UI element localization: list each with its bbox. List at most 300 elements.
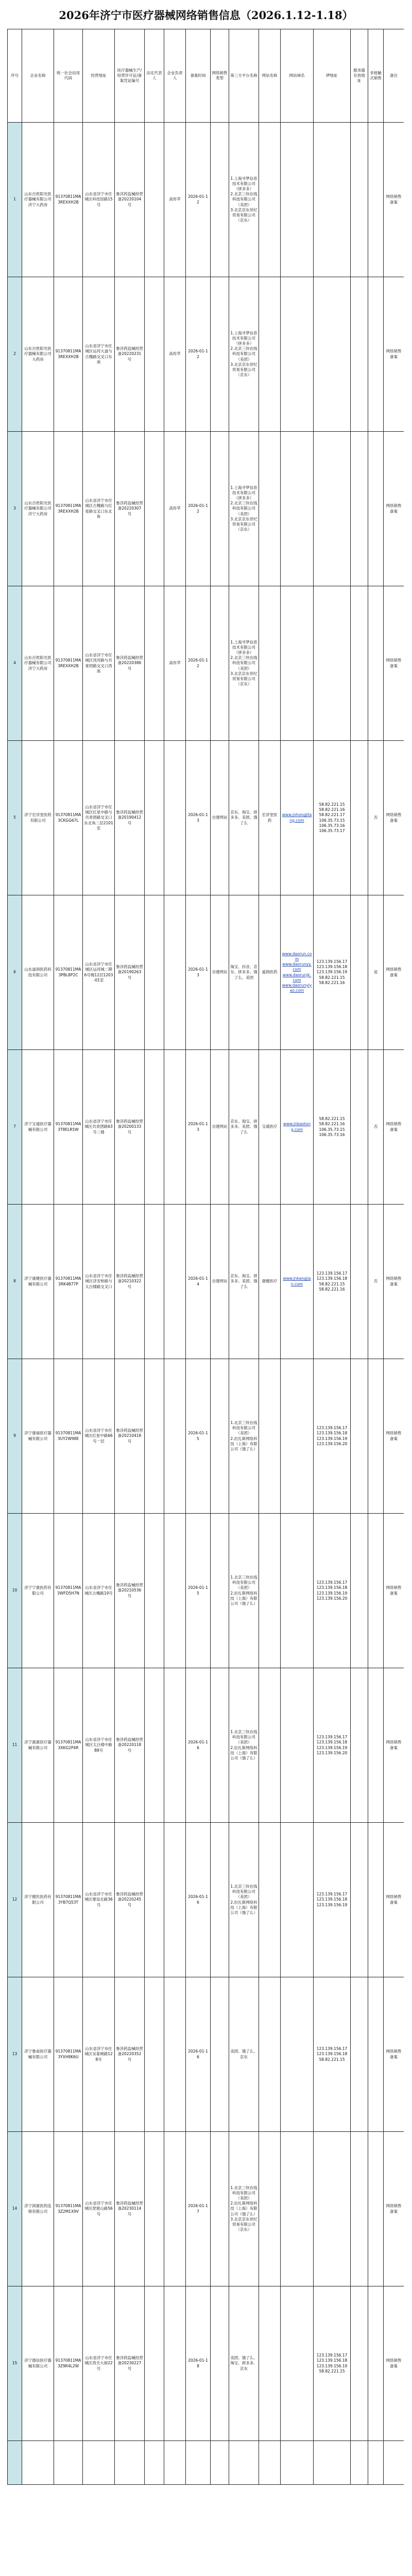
remark-cell bbox=[384, 432, 404, 586]
platform-name-cell bbox=[229, 2286, 259, 2441]
contactless-sales-text: 否 bbox=[373, 1124, 378, 1129]
row-number-text: 3 bbox=[13, 506, 16, 511]
website-name-cell bbox=[259, 277, 281, 432]
contactless-sales-cell bbox=[368, 1205, 384, 1359]
company-name-cell bbox=[22, 1977, 54, 2132]
row-number-cell bbox=[8, 1514, 22, 1668]
business-address-text: 山东省济宁市任城区太白楼中路88号 bbox=[85, 1737, 112, 1753]
row-number-text: 14 bbox=[12, 2206, 18, 2211]
filing-date-text: 2026-01-15 bbox=[188, 1585, 208, 1596]
ip-address-text: 123.139.156.17 123.139.156.18 123.139.156.19 bbox=[316, 1892, 348, 1907]
license-number-text: 鲁济药监械经营备20190263号 bbox=[116, 964, 143, 980]
credit-code-cell bbox=[54, 1514, 83, 1668]
remark-text: 网络销售备案 bbox=[386, 1585, 402, 1596]
license-number-cell bbox=[115, 1205, 145, 1359]
contactless-sales-cell bbox=[368, 1668, 384, 1823]
remark-cell bbox=[384, 1977, 404, 2132]
filing-date-cell bbox=[186, 1050, 211, 1205]
server-location-cell bbox=[351, 2132, 368, 2286]
platform-name-text: 1.北京三快在线科技有限公司（美团） 2.拉扎斯网络科技（上海）有限公司（饿了么） bbox=[230, 1884, 258, 1915]
contactless-sales-text: 是 bbox=[373, 970, 378, 975]
license-number-text: 鲁济药监械经营备20220352号 bbox=[116, 2046, 143, 2062]
contactless-sales-cell bbox=[368, 2132, 384, 2286]
website-domain-cell bbox=[281, 741, 314, 895]
company-name-text: 济宁康健医疗器械有限公司 bbox=[24, 1276, 52, 1286]
header-cell: 经营地址 bbox=[83, 29, 115, 123]
filing-date-text: 2026-01-13 bbox=[188, 812, 208, 823]
license-number-cell bbox=[115, 1050, 145, 1205]
legal-rep-cell bbox=[145, 1050, 164, 1205]
company-name-text: 山东道润医药科技有限公司 bbox=[24, 967, 52, 977]
business-address-cell bbox=[83, 1050, 115, 1205]
filing-date-cell bbox=[186, 741, 211, 895]
credit-code-text: 91370811MA3Z2M1X9V bbox=[55, 2204, 81, 2214]
manager-text: 高传苹 bbox=[169, 197, 181, 202]
website-name-cell bbox=[259, 586, 281, 741]
license-number-cell bbox=[115, 895, 145, 1050]
row-number-cell bbox=[8, 895, 22, 1050]
header-cell: 网站域名 bbox=[281, 29, 314, 123]
empty-cell bbox=[368, 2441, 384, 2485]
server-location-cell bbox=[351, 1668, 368, 1823]
license-number-cell bbox=[115, 123, 145, 277]
business-address-cell bbox=[83, 1977, 115, 2132]
filing-date-cell bbox=[186, 432, 211, 586]
website-domain-link[interactable]: www.jnbaotong.com bbox=[283, 1122, 311, 1132]
server-location-cell bbox=[351, 2286, 368, 2441]
filing-date-text: 2026-01-13 bbox=[188, 1122, 208, 1132]
company-name-text: 济宁宏济堂医药有限公司 bbox=[24, 812, 52, 823]
company-name-cell bbox=[22, 277, 54, 432]
table-header-row bbox=[8, 29, 404, 123]
table-row bbox=[8, 586, 404, 741]
empty-cell bbox=[22, 2441, 54, 2485]
website-domain-link[interactable]: www.jnkangjian.com bbox=[283, 1276, 311, 1286]
row-number-text: 4 bbox=[13, 660, 16, 666]
row-number-text: 2 bbox=[13, 351, 16, 357]
business-address-text: 山东省济宁市任城区运河大道与古槐路交叉口东南 bbox=[85, 344, 112, 364]
platform-name-cell bbox=[229, 432, 259, 586]
row-number-cell bbox=[8, 123, 22, 277]
server-location-cell bbox=[351, 1514, 368, 1668]
sales-type-cell bbox=[211, 1823, 229, 1977]
credit-code-cell bbox=[54, 1977, 83, 2132]
credit-code-cell bbox=[54, 2286, 83, 2441]
remark-cell bbox=[384, 1514, 404, 1668]
platform-name-text: 1.上海寻梦信息技术有限公司（拼多多） 2.北京三快在线科技有限公司（美团） 3.北京京东世纪贸易有限公司（京东） bbox=[230, 639, 258, 686]
business-address-text: 山东省济宁市任城区琵琶山路56号 bbox=[84, 2201, 113, 2216]
platform-name-cell bbox=[229, 1668, 259, 1823]
legal-rep-cell bbox=[145, 1668, 164, 1823]
legal-rep-cell bbox=[145, 2286, 164, 2441]
contactless-sales-cell bbox=[368, 432, 384, 586]
remark-cell bbox=[384, 1668, 404, 1823]
remark-cell bbox=[384, 1050, 404, 1205]
server-location-cell bbox=[351, 741, 368, 895]
ip-address-cell bbox=[314, 1050, 351, 1205]
sales-type-text: 自建网站 bbox=[212, 970, 228, 975]
header-cell: 网络销售类型 bbox=[211, 29, 229, 123]
filing-date-text: 2026-01-12 bbox=[188, 658, 208, 668]
business-address-cell bbox=[83, 586, 115, 741]
sales-info-table bbox=[7, 29, 404, 2485]
company-name-text: 山东百姓阳光医疗器械有限公司济宁大药房 bbox=[24, 192, 52, 207]
row-number-cell bbox=[8, 277, 22, 432]
row-number-cell bbox=[8, 2132, 22, 2286]
server-location-cell bbox=[351, 1050, 368, 1205]
empty-cell bbox=[384, 2441, 404, 2485]
filing-date-cell bbox=[186, 586, 211, 741]
business-address-cell bbox=[83, 277, 115, 432]
credit-code-text: 91370811MA3UY2W98E bbox=[55, 1431, 81, 1441]
credit-code-cell bbox=[54, 1668, 83, 1823]
legal-rep-cell bbox=[145, 1514, 164, 1668]
manager-cell bbox=[164, 2132, 186, 2286]
website-domain-link[interactable]: www.daorunyy.com bbox=[282, 962, 312, 972]
row-number-text: 11 bbox=[12, 1742, 18, 1748]
row-number-text: 9 bbox=[13, 1433, 16, 1438]
row-number-text: 1 bbox=[13, 197, 16, 202]
filing-date-text: 2026-01-12 bbox=[188, 194, 208, 205]
filing-date-cell bbox=[186, 1668, 211, 1823]
website-domain-link[interactable]: www.jnhongjitang.com bbox=[282, 812, 312, 823]
filing-date-text: 2026-01-16 bbox=[188, 1894, 208, 1905]
platform-name-cell bbox=[229, 1977, 259, 2132]
credit-code-cell bbox=[54, 895, 83, 1050]
table-row-empty bbox=[8, 2441, 404, 2485]
business-address-text: 山东省济宁市任城区吴泰闸路128号 bbox=[84, 2046, 113, 2062]
platform-name-text: 京东、淘宝、拼多多、美团、饿了么 bbox=[230, 810, 258, 825]
ip-address-cell bbox=[314, 2132, 351, 2286]
website-domain-cell bbox=[281, 1359, 314, 1514]
contactless-sales-cell bbox=[368, 1359, 384, 1514]
remark-text: 网络销售备案 bbox=[386, 349, 402, 359]
manager-cell bbox=[164, 1205, 186, 1359]
website-name-cell bbox=[259, 2286, 281, 2441]
company-name-text: 山东百姓阳光医疗器械有限公司济宁大药房 bbox=[24, 501, 52, 516]
empty-cell bbox=[83, 2441, 115, 2485]
contactless-sales-cell bbox=[368, 1823, 384, 1977]
ip-address-cell bbox=[314, 277, 351, 432]
header-cell: 医疗器械生产/经营许可证/备案凭证编号 bbox=[115, 29, 145, 123]
server-location-cell bbox=[351, 277, 368, 432]
business-address-cell bbox=[83, 123, 115, 277]
table-row bbox=[8, 741, 404, 895]
empty-cell bbox=[164, 2441, 186, 2485]
row-number-cell bbox=[8, 432, 22, 586]
remark-text: 网络销售备案 bbox=[386, 1740, 402, 1750]
platform-name-cell bbox=[229, 586, 259, 741]
manager-cell bbox=[164, 586, 186, 741]
manager-cell bbox=[164, 741, 186, 895]
row-number-text: 13 bbox=[12, 2052, 18, 2057]
empty-cell bbox=[351, 2441, 368, 2485]
row-number-text: 12 bbox=[12, 1897, 18, 1902]
sales-type-text: 自建网站 bbox=[212, 815, 228, 820]
ip-address-text: 123.139.156.17 123.139.156.18 123.139.156.19 123.139.156.20 bbox=[316, 1735, 348, 1755]
platform-name-cell bbox=[229, 123, 259, 277]
website-name-cell bbox=[259, 1359, 281, 1514]
credit-code-text: 91370811MA3CKGG67L bbox=[55, 812, 81, 823]
ip-address-cell bbox=[314, 2286, 351, 2441]
table-row bbox=[8, 1823, 404, 1977]
business-address-cell bbox=[83, 741, 115, 895]
website-name-text: 康健医疗 bbox=[262, 1279, 278, 1284]
legal-rep-cell bbox=[145, 741, 164, 895]
filing-date-cell bbox=[186, 1977, 211, 2132]
company-name-cell bbox=[22, 895, 54, 1050]
empty-cell bbox=[281, 2441, 314, 2485]
legal-rep-cell bbox=[145, 1205, 164, 1359]
platform-name-text: 1.北京三快在线科技有限公司（美团） 2.拉扎斯网络科技（上海）有限公司（饿了么） bbox=[230, 1575, 258, 1606]
website-name-cell bbox=[259, 1823, 281, 1977]
empty-cell bbox=[186, 2441, 211, 2485]
sales-type-text: 自建网站 bbox=[212, 1279, 228, 1284]
sales-type-cell bbox=[211, 586, 229, 741]
license-number-text: 鲁济药监械经营备20220118号 bbox=[116, 1737, 143, 1753]
contactless-sales-cell bbox=[368, 123, 384, 277]
credit-code-text: 91370811MA3REXXH2B bbox=[55, 503, 81, 514]
ip-address-text: 58.82.221.15 58.82.221.16 58.82.221.17 106.35.73.15 106.35.73.16 106.35.73.17 bbox=[319, 802, 345, 833]
business-address-text: 山东省济宁市任城区红星中路与共青团路交叉口东北角二层2101室 bbox=[84, 805, 113, 831]
credit-code-cell bbox=[54, 1359, 83, 1514]
sales-type-cell bbox=[211, 1668, 229, 1823]
ip-address-cell bbox=[314, 123, 351, 277]
sales-type-cell bbox=[211, 1205, 229, 1359]
row-number-text: 10 bbox=[12, 1588, 18, 1593]
credit-code-text: 91370811MA3Z9R4L2W bbox=[55, 2358, 81, 2368]
company-name-cell bbox=[22, 1050, 54, 1205]
manager-cell bbox=[164, 895, 186, 1050]
license-number-text: 鲁济药监械经营备20210418号 bbox=[116, 1428, 143, 1444]
contactless-sales-cell bbox=[368, 1977, 384, 2132]
website-domain-cell bbox=[281, 1668, 314, 1823]
legal-rep-cell bbox=[145, 1359, 164, 1514]
website-domain-cell bbox=[281, 1050, 314, 1205]
credit-code-cell bbox=[54, 1205, 83, 1359]
ip-address-cell bbox=[314, 1823, 351, 1977]
business-address-text: 山东省济宁市任城区洸河路与共青团路交叉口西南 bbox=[85, 653, 112, 673]
credit-code-text: 91370811MA3YB7Q53T bbox=[55, 1894, 81, 1905]
platform-name-text: 京东、淘宝、拼多多、美团、饿了么 bbox=[230, 1274, 258, 1289]
header-cell: 序号 bbox=[8, 29, 22, 123]
filing-date-text: 2026-01-16 bbox=[188, 2049, 208, 2059]
license-number-text: 鲁济药监械经营备20220104号 bbox=[116, 192, 143, 207]
website-name-cell bbox=[259, 1977, 281, 2132]
website-name-cell bbox=[259, 432, 281, 586]
company-name-cell bbox=[22, 123, 54, 277]
company-name-text: 济宁宁康医药有限公司 bbox=[24, 1585, 52, 1596]
platform-name-text: 淘宝、抖音、京东、拼多多、饿了么、美团 bbox=[230, 964, 258, 980]
ip-address-cell bbox=[314, 1668, 351, 1823]
ip-address-cell bbox=[314, 895, 351, 1050]
remark-text: 网络销售备案 bbox=[386, 1276, 402, 1286]
platform-name-cell bbox=[229, 895, 259, 1050]
header-cell: 法定代表人 bbox=[145, 29, 164, 123]
remark-cell bbox=[384, 2286, 404, 2441]
row-number-text: 5 bbox=[13, 815, 16, 820]
header-cell: 企业负责人 bbox=[164, 29, 186, 123]
row-number-cell bbox=[8, 1823, 22, 1977]
business-address-cell bbox=[83, 1668, 115, 1823]
website-domain-cell bbox=[281, 2132, 314, 2286]
website-name-cell bbox=[259, 741, 281, 895]
contactless-sales-cell bbox=[368, 1514, 384, 1668]
contactless-sales-cell bbox=[368, 2286, 384, 2441]
platform-name-text: 京东、淘宝、拼多多、美团、饿了么 bbox=[230, 1119, 258, 1134]
contactless-sales-cell bbox=[368, 741, 384, 895]
company-name-text: 济宁宝通医疗器械有限公司 bbox=[24, 1122, 52, 1132]
website-name-cell bbox=[259, 1050, 281, 1205]
table-row bbox=[8, 432, 404, 586]
manager-cell bbox=[164, 2286, 186, 2441]
business-address-cell bbox=[83, 432, 115, 586]
credit-code-cell bbox=[54, 1050, 83, 1205]
sales-type-cell bbox=[211, 123, 229, 277]
license-number-cell bbox=[115, 586, 145, 741]
platform-name-cell bbox=[229, 1359, 259, 1514]
credit-code-text: 91370811MA3PBL8P2C bbox=[55, 967, 81, 977]
company-name-cell bbox=[22, 2132, 54, 2286]
website-domain-cell bbox=[281, 586, 314, 741]
sales-type-cell bbox=[211, 432, 229, 586]
platform-name-text: 1.北京三快在线科技有限公司（美团） 2.拉扎斯网络科技（上海）有限公司（饿了么） 3.北京京东世纪贸易有限公司（京东） bbox=[230, 2185, 258, 2232]
license-number-cell bbox=[115, 1823, 145, 1977]
platform-name-text: 1.上海寻梦信息技术有限公司（拼多多） 2.北京三快在线科技有限公司（美团） 3.北京京东世纪贸易有限公司（京东） bbox=[230, 330, 258, 377]
filing-date-cell bbox=[186, 2132, 211, 2286]
sales-type-cell bbox=[211, 2286, 229, 2441]
remark-text: 网络销售备案 bbox=[386, 1431, 402, 1441]
company-name-cell bbox=[22, 432, 54, 586]
filing-date-cell bbox=[186, 277, 211, 432]
credit-code-cell bbox=[54, 2132, 83, 2286]
header-cell: 网站名称 bbox=[259, 29, 281, 123]
manager-text: 高传苹 bbox=[169, 660, 181, 666]
business-address-cell bbox=[83, 1514, 115, 1668]
sales-type-cell bbox=[211, 895, 229, 1050]
business-address-text: 山东省济宁市任城区共青团路63号二楼 bbox=[84, 1119, 113, 1134]
website-name-text: 宝通医疗 bbox=[262, 1124, 278, 1129]
platform-name-text: 1.上海寻梦信息技术有限公司（拼多多） 2.北京三快在线科技有限公司（美团） 3.北京京东世纪贸易有限公司（京东） bbox=[230, 176, 258, 223]
website-domain-link[interactable]: www.daorun.com bbox=[282, 952, 312, 962]
remark-text: 网络销售备案 bbox=[386, 2049, 402, 2059]
manager-text: 高传苹 bbox=[169, 351, 181, 357]
ip-address-cell bbox=[314, 432, 351, 586]
server-location-cell bbox=[351, 432, 368, 586]
license-number-text: 鲁济药监械经营备20210322号 bbox=[116, 1274, 143, 1289]
company-name-cell bbox=[22, 741, 54, 895]
table-row bbox=[8, 2132, 404, 2286]
manager-text: 高传苹 bbox=[169, 506, 181, 511]
server-location-cell bbox=[351, 1977, 368, 2132]
table-row bbox=[8, 277, 404, 432]
business-address-text: 山东省济宁市任城区建设北路36号 bbox=[84, 1892, 113, 1907]
header-cell: 第三方平台名称 bbox=[229, 29, 259, 123]
credit-code-text: 91370811MA3REXXH2B bbox=[55, 194, 81, 205]
platform-name-cell bbox=[229, 1514, 259, 1668]
company-name-text: 山东百姓阳光医疗器械有限公司济宁大药房 bbox=[24, 655, 52, 671]
platform-name-cell bbox=[229, 277, 259, 432]
empty-cell bbox=[8, 2441, 22, 2485]
ip-address-cell bbox=[314, 1359, 351, 1514]
company-name-text: 山东百姓阳光医疗器械有限公司大药房 bbox=[24, 346, 52, 362]
website-domain-link[interactable]: www.daorunyiyao.com bbox=[282, 982, 312, 993]
server-location-cell bbox=[351, 1205, 368, 1359]
credit-code-text: 91370811MA3T8ELR5W bbox=[55, 1122, 81, 1132]
company-name-cell bbox=[22, 1359, 54, 1514]
ip-address-text: 123.139.156.17 123.139.156.18 123.139.156.19 123.139.156.20 bbox=[316, 1580, 348, 1601]
business-address-text: 山东省济宁市任城区济安桥路与太白楼路交叉口 bbox=[85, 1274, 112, 1289]
license-number-text: 鲁济药监械经营备20200133号 bbox=[116, 1119, 143, 1134]
website-domain-cell bbox=[281, 1823, 314, 1977]
row-number-text: 6 bbox=[13, 970, 16, 975]
credit-code-text: 91370811MA3YXH8K6U bbox=[55, 2049, 81, 2059]
company-name-text: 济宁润康医药连锁有限公司 bbox=[24, 2204, 52, 2214]
legal-rep-cell bbox=[145, 1823, 164, 1977]
business-address-cell bbox=[83, 1205, 115, 1359]
legal-rep-cell bbox=[145, 432, 164, 586]
table-row bbox=[8, 1977, 404, 2132]
table-row bbox=[8, 1668, 404, 1823]
platform-name-text: 1.上海寻梦信息技术有限公司（拼多多） 2.北京三快在线科技有限公司（美团） 3.北京京东世纪贸易有限公司（京东） bbox=[230, 485, 258, 532]
company-name-text: 济宁康福医疗器械有限公司 bbox=[24, 1431, 52, 1441]
sales-type-cell bbox=[211, 1514, 229, 1668]
website-domain-cell bbox=[281, 1205, 314, 1359]
filing-date-cell bbox=[186, 2286, 211, 2441]
legal-rep-cell bbox=[145, 895, 164, 1050]
empty-cell bbox=[211, 2441, 229, 2485]
filing-date-text: 2026-01-12 bbox=[188, 349, 208, 359]
table-row bbox=[8, 895, 404, 1050]
platform-name-text: 1.北京三快在线科技有限公司（美团） 2.拉扎斯网络科技（上海）有限公司（饿了么） bbox=[230, 1420, 258, 1451]
table-row bbox=[8, 1359, 404, 1514]
business-address-cell bbox=[83, 1823, 115, 1977]
ip-address-cell bbox=[314, 741, 351, 895]
credit-code-text: 91370811MA3WFD5H7N bbox=[55, 1585, 81, 1596]
website-domain-link[interactable]: www.daorunjk.com bbox=[282, 972, 312, 982]
sales-info-table-container bbox=[7, 29, 404, 2576]
license-number-cell bbox=[115, 277, 145, 432]
manager-cell bbox=[164, 432, 186, 586]
license-number-cell bbox=[115, 741, 145, 895]
remark-cell bbox=[384, 741, 404, 895]
website-domain-cell bbox=[281, 2286, 314, 2441]
website-domain-cell bbox=[281, 277, 314, 432]
business-address-text: 山东省济宁市任城区运河城二期6号楼12层1203-01室 bbox=[84, 962, 113, 982]
platform-name-text: 1.北京三快在线科技有限公司（美团） 2.拉扎斯网络科技（上海）有限公司（饿了么） bbox=[230, 1730, 258, 1760]
website-name-text: 道润医药 bbox=[262, 970, 278, 975]
legal-rep-cell bbox=[145, 277, 164, 432]
business-address-cell bbox=[83, 2286, 115, 2441]
remark-text: 网络销售备案 bbox=[386, 503, 402, 514]
license-number-text: 鲁济药监械经营备20230114号 bbox=[116, 2201, 143, 2216]
row-number-text: 7 bbox=[13, 1124, 16, 1129]
filing-date-text: 2026-01-16 bbox=[188, 1740, 208, 1750]
ip-address-text: 58.82.221.15 58.82.221.16 106.35.73.15 106.35.73.16 bbox=[319, 1116, 345, 1137]
table-row bbox=[8, 123, 404, 277]
business-address-text: 山东省济宁市任城区古槐路与红星路交叉口东北角 bbox=[85, 498, 112, 519]
credit-code-cell bbox=[54, 741, 83, 895]
license-number-text: 鲁济药监械经营备20190412号 bbox=[116, 810, 143, 825]
platform-name-cell bbox=[229, 1205, 259, 1359]
license-number-cell bbox=[115, 432, 145, 586]
table-row bbox=[8, 1514, 404, 1668]
table-row bbox=[8, 2286, 404, 2441]
company-name-text: 济宁鲁南医疗器械有限公司 bbox=[24, 2049, 52, 2059]
remark-text: 网络销售备案 bbox=[386, 2204, 402, 2214]
license-number-cell bbox=[115, 2132, 145, 2286]
company-name-cell bbox=[22, 2286, 54, 2441]
